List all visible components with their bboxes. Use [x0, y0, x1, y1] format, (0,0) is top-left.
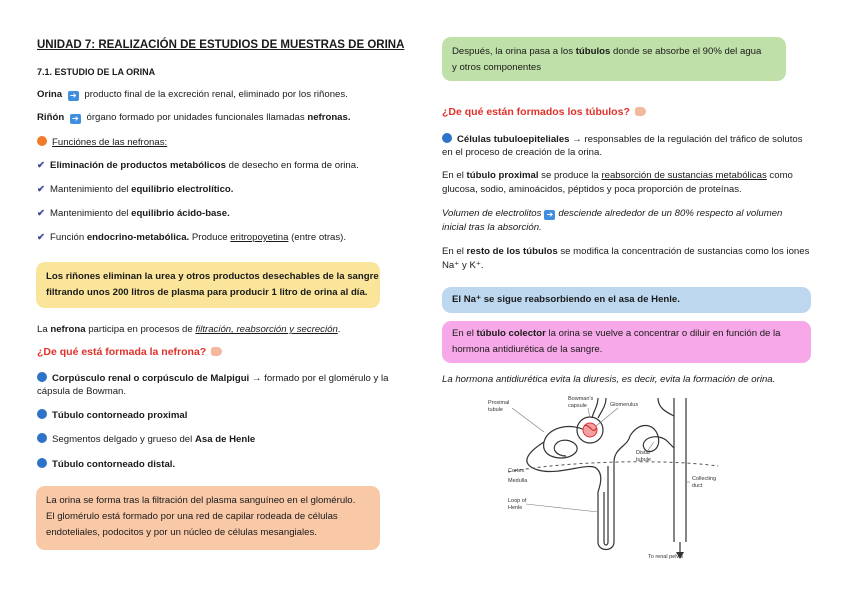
label-distal: Distal [636, 450, 650, 456]
prox-u: reabsorción de sustancias metabólicas [601, 170, 767, 181]
label-capsule: capsule [568, 403, 587, 409]
unit-title: UNIDAD 7: REALIZACIÓN DE ESTUDIOS DE MUESTRAS DE ORINA [37, 39, 405, 51]
part-item-4 [37, 458, 175, 471]
part-item-1 [37, 372, 388, 385]
green-info-box [442, 37, 786, 81]
orina-def: producto final de la excreción renal, eliminado por los riñones. [84, 89, 348, 100]
rinon-def-b: nefronas. [307, 112, 351, 123]
checkmark-icon: ✔ [37, 232, 46, 243]
orange-info-box [36, 486, 380, 550]
vol-b: desciende alrededor de un 80% respecto al volumen [558, 208, 783, 219]
label-collecting: Collecting [692, 476, 717, 482]
func1-bold: Eliminación de productos metabólicos [50, 160, 226, 171]
nephron-diagram [478, 392, 740, 562]
func4-u: eritropoyetina [230, 232, 289, 243]
question-nefrona [37, 346, 222, 358]
resto-a: En el [442, 246, 467, 257]
blue-circle-icon [37, 409, 47, 419]
blue-circle-icon [37, 372, 47, 382]
vol-line2: inicial tras la absorción. [442, 222, 542, 233]
cells-bold: Células tubuloepiteliales [457, 134, 570, 145]
blue-info-box [442, 287, 811, 313]
hormone-note: La hormona antidiurética evita la diuresis, es decir, evita la formación de orina. [442, 374, 776, 385]
func1-rest: de desecho en forma de orina. [225, 160, 359, 171]
right-arrow-icon: ➔ [544, 210, 555, 220]
pink-info-box [442, 321, 811, 363]
blue-box-text: El Na⁺ se sigue reabsorbiendo en el asa de Henle. [452, 294, 680, 305]
loop-of-henle-shape [598, 436, 630, 550]
yellow-box-line2: filtrando unos 200 litros de plasma para producir 1 litro de orina al día. [46, 287, 368, 298]
prox-line2: glucosa, sodio, aminoácidos, péptidos y poca proporción de proteínas. [442, 184, 742, 195]
func2-a: Mantenimiento del [50, 184, 132, 195]
question-tubulos [442, 106, 646, 118]
label-cortex: Cortex [508, 468, 525, 474]
vol-a: Volumen de electrolitos [442, 208, 542, 219]
prox-b: se produce la [538, 170, 602, 181]
label-proximal-tubule: tubule [488, 407, 503, 413]
func4-b: Produce [189, 232, 231, 243]
blue-circle-icon [37, 433, 47, 443]
nefrona-c: . [337, 324, 341, 335]
function-item-4 [37, 232, 346, 244]
nefrona-bold: nefrona [50, 324, 86, 335]
yellow-info-box [36, 262, 380, 308]
orange-box-line1: La orina se forma tras la filtración del plasma sanguíneo en el glomérulo. [46, 495, 356, 506]
yellow-box-line1: Los riñones eliminan la urea y otros productos desechables de la sangre [46, 271, 379, 282]
part1-rest: → formado por el glomérulo y la [249, 373, 389, 384]
part4-text: Túbulo contorneado distal. [52, 459, 176, 470]
func2-bold: equilibrio electrolítico. [131, 184, 234, 195]
right-arrow-icon: ➔ [70, 114, 81, 124]
rinon-term: Riñón [37, 112, 65, 123]
func3-a: Mantenimiento del [50, 208, 132, 219]
part2-text: Túbulo contorneado proximal [52, 410, 188, 421]
function-item-1 [37, 160, 359, 172]
orange-box-line3: endoteliales, podocitos y por un núcleo de células mesangiales. [46, 527, 317, 538]
blue-circle-icon [37, 458, 47, 468]
func3-bold: equilibrio ácido-base. [131, 208, 230, 219]
collecting-duct-shape [674, 398, 686, 542]
funciones-heading-row [37, 136, 167, 149]
label-loop-of: Loop of [508, 498, 527, 504]
function-item-3 [37, 208, 230, 220]
checkmark-icon: ✔ [37, 184, 46, 195]
part1-bold: Corpúsculo renal o corpúsculo de Malpigui [52, 373, 250, 384]
nefrona-a: La [37, 324, 51, 335]
part-item-3 [37, 433, 255, 446]
resto-sentence [442, 246, 809, 258]
pink-b: la orina se vuelve a concentrar o diluir en función de la [545, 328, 781, 339]
cells-sentence [442, 133, 803, 146]
label-proximal: Proximal [488, 400, 510, 406]
cells-line2: en el proceso de creación de la orina. [442, 147, 602, 158]
label-henle: Henle [508, 505, 523, 511]
nefrona-it: filtración, reabsorción y secreción [195, 324, 338, 335]
right-arrow-icon: ➔ [68, 91, 79, 101]
pink-bold: túbulo colector [476, 328, 546, 339]
part1-line2: cápsula de Bowman. [37, 386, 127, 397]
cells-rest: → responsables de la regulación del tráfico de solutos [569, 134, 803, 145]
resto-bold: resto de los túbulos [466, 246, 558, 257]
label-to-renal: To renal pelvis [648, 554, 684, 560]
func4-c: (entre otras). [288, 232, 347, 243]
function-item-2 [37, 184, 233, 196]
part-item-2 [37, 409, 187, 422]
part3-bold: Asa de Henle [194, 434, 256, 445]
question-nefrona-text: ¿De qué está formada la nefrona? [37, 346, 207, 358]
pointing-hand-icon [635, 107, 646, 116]
resto-line2: Na⁺ y K⁺. [442, 260, 484, 271]
checkmark-icon: ✔ [37, 208, 46, 219]
pink-a: En el [452, 328, 477, 339]
rinon-definition [37, 112, 351, 124]
prox-bold: túbulo proximal [466, 170, 539, 181]
green-box-a: Después, la orina pasa a los [452, 46, 576, 57]
checkmark-icon: ✔ [37, 160, 46, 171]
prox-a: En el [442, 170, 467, 181]
rinon-def-a: órgano formado por unidades funcionales llamadas [86, 112, 308, 123]
prox-c: como [766, 170, 793, 181]
question-tubulos-text: ¿De qué están formados los túbulos? [442, 106, 630, 118]
label-medulla: Medulla [508, 478, 528, 484]
green-box-line2: y otros componentes [452, 62, 542, 73]
proximal-tubule-shape [544, 427, 588, 458]
volume-sentence [442, 208, 782, 220]
func4-a: Función [50, 232, 87, 243]
green-box-b: donde se absorbe el 90% del agua [610, 46, 762, 57]
blue-circle-icon [442, 133, 452, 143]
orange-box-line2: El glomérulo está formado por una red de capilar rodeada de células [46, 511, 338, 522]
proximal-sentence [442, 170, 793, 182]
green-box-bold: túbulos [575, 46, 611, 57]
label-distal-tubule: tubule [636, 457, 651, 463]
funciones-heading: Funciónes de las nefronas: [52, 137, 168, 148]
func4-bold: endocrino-metabólica. [86, 232, 190, 243]
resto-b: se modifica la concentración de sustancias como los iones [557, 246, 810, 257]
label-glomerulus: Glomerulus [610, 402, 639, 408]
orina-term: Orina [37, 89, 63, 100]
section-title: 7.1. ESTUDIO DE LA ORINA [37, 67, 156, 77]
pink-line2: hormona antidiurética de la sangre. [452, 344, 603, 355]
nefrona-b: participa en procesos de [85, 324, 196, 335]
nefrona-sentence [37, 324, 340, 336]
orange-circle-icon [37, 136, 47, 146]
distal-tubule-shape [630, 426, 674, 452]
orina-definition [37, 89, 348, 101]
label-duct: duct [692, 483, 703, 489]
label-bowmans: Bowman's [568, 396, 594, 402]
part3-a: Segmentos delgado y grueso del [52, 434, 195, 445]
pointing-hand-icon [211, 347, 222, 356]
